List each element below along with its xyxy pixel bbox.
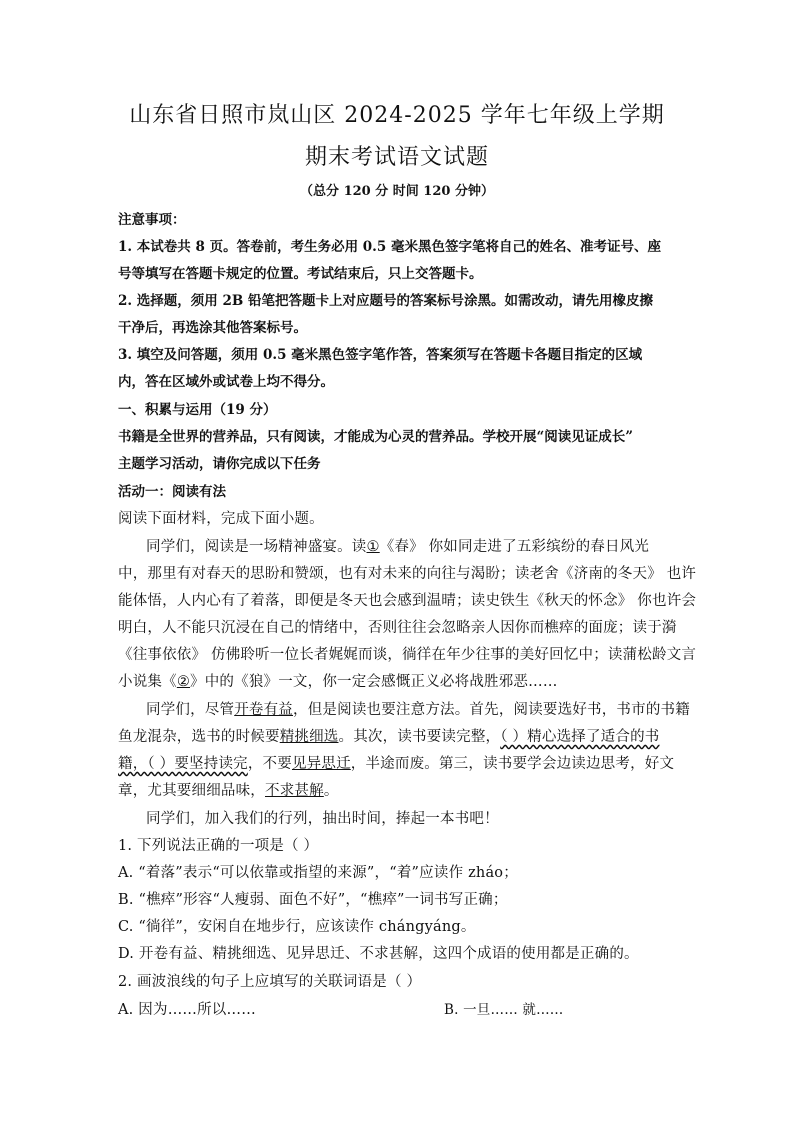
exam-title-line-1: 山东省日照市岚山区 2024-2025 学年七年级上学期 <box>129 103 665 128</box>
passage-text: 。其次，读书要读完整， <box>338 729 501 745</box>
passage-line <box>118 670 688 691</box>
passage-line: 能体悟，人内心有了着落，即便是冬天也会感到温晴；读史铁生《秋天的怀念》 你也许会 <box>118 593 697 609</box>
passage-line <box>118 779 688 800</box>
passage-text: 鱼龙混杂，选书的时候要 <box>118 729 280 745</box>
notice-heading: 注意事项： <box>118 212 186 228</box>
passage-line <box>146 698 716 719</box>
wavy-underlined-sentence: （ ）精心选择了适合的书 <box>500 729 660 745</box>
passage-line: 《往事依依》 仿佛聆听一位长者娓娓而谈，徜徉在年少往事的美好回忆中；读蒲松龄文言 <box>118 647 697 663</box>
section-intro-line: 书籍是全世界的营养品，只有阅读，才能成为心灵的营养品。学校开展“阅读见证成长” <box>118 429 634 445</box>
notice-line: 3. 填空及问答题，须用 0.5 毫米黑色签字笔作答，答案须写在答题卡各题目指定的区域 <box>118 347 643 363</box>
notice-line: 内，答在区域外或试卷上均不得分。 <box>118 374 334 390</box>
wavy-underlined-sentence: 籍，（ ）要坚持读完 <box>118 756 248 772</box>
question-1: 1. 下列说法正确的一项是（ ） <box>118 838 319 854</box>
passage-text: 同学们，阅读是一场精神盛宴。读 <box>146 539 367 555</box>
passage-line: 中，那里有对春天的思盼和赞颂，也有对未来的向往与渴盼；读老舍《济南的冬天》 也许 <box>118 566 697 582</box>
section-heading: 一、积累与运用（19 分） <box>118 402 277 418</box>
passage-text: 章，尤其要细细品味， <box>118 783 265 799</box>
section-intro-line: 主题学习活动，请你完成以下任务 <box>118 456 321 472</box>
question-1-option-c: C. “徜徉”，安闲自在地步行，应该读作 chángyáng。 <box>118 919 476 935</box>
question-2-option-a: A. 因为……所以…… <box>118 1002 256 1018</box>
question-2: 2. 画波浪线的句子上应填写的关联词语是（ ） <box>118 974 422 990</box>
question-1-option-a: A. “着落”表示“可以依靠或指望的来源”，“着”应读作 zháo； <box>118 865 518 881</box>
passage-text: ，半途而废。第三，读书要学会边读边思考，好文 <box>350 756 675 772</box>
passage-line <box>118 752 688 773</box>
notice-line: 1. 本试卷共 8 页。答卷前，考生务必用 0.5 毫米黑色签字笔将自己的姓名、准考证号、座 <box>118 239 661 255</box>
passage-text: 小说集《 <box>118 674 177 690</box>
passage-text: 》中的《狼》一文，你一定会感慨正义必将战胜邪恶…… <box>190 674 558 690</box>
blank-1: ① <box>366 539 380 555</box>
notice-line: 干净后，再选涂其他答案标号。 <box>118 320 307 336</box>
notice-line: 2. 选择题，须用 2B 铅笔把答题卡上对应题号的答案标号涂黑。如需改动，请先用橡皮擦 <box>118 293 653 309</box>
passage-line <box>118 725 688 746</box>
question-1-option-b: B. “樵瘁”形容“人瘦弱、面色不好”，“樵瘁”一词书写正确； <box>118 892 508 908</box>
passage-text: 。 <box>323 783 339 799</box>
passage-line: 同学们，加入我们的行列，抽出时间，捧起一本书吧！ <box>146 811 499 827</box>
passage-text: ，不要 <box>247 756 292 772</box>
blank-2: ② <box>176 674 191 690</box>
underlined-idiom: 开卷有益 <box>234 702 294 718</box>
notice-line: 号等填写在答题卡规定的位置。考试结束后，只上交答题卡。 <box>118 266 483 282</box>
passage-text: 《春》 你如同走进了五彩缤纷的春日风光 <box>379 539 650 555</box>
exam-subtitle: （总分 120 分 时间 120 分钟） <box>300 184 494 199</box>
passage-text: 同学们，尽管 <box>146 702 235 718</box>
underlined-idiom: 精挑细选 <box>279 729 339 745</box>
underlined-idiom: 见异思迁 <box>291 756 351 772</box>
reading-instruction: 阅读下面材料，完成下面小题。 <box>118 511 324 527</box>
question-2-option-b: B. 一旦…… 就…… <box>444 1002 564 1018</box>
passage-line: 明白，人不能只沉浸在自己的情绪中，否则往往会忽略亲人因你而樵瘁的面庞；读于漪 <box>118 620 677 636</box>
question-1-option-d: D. 开卷有益、精挑细选、见异思迁、不求甚解，这四个成语的使用都是正确的。 <box>118 946 639 962</box>
exam-title-line-2: 期末考试语文试题 <box>304 145 489 170</box>
passage-text: ，但是阅读也要注意方法。首先，阅读要选好书，书市的书籍 <box>293 702 690 718</box>
activity-heading: 活动一：阅读有法 <box>118 484 226 500</box>
underlined-idiom: 不求甚解 <box>265 783 324 799</box>
passage-line <box>146 535 716 556</box>
